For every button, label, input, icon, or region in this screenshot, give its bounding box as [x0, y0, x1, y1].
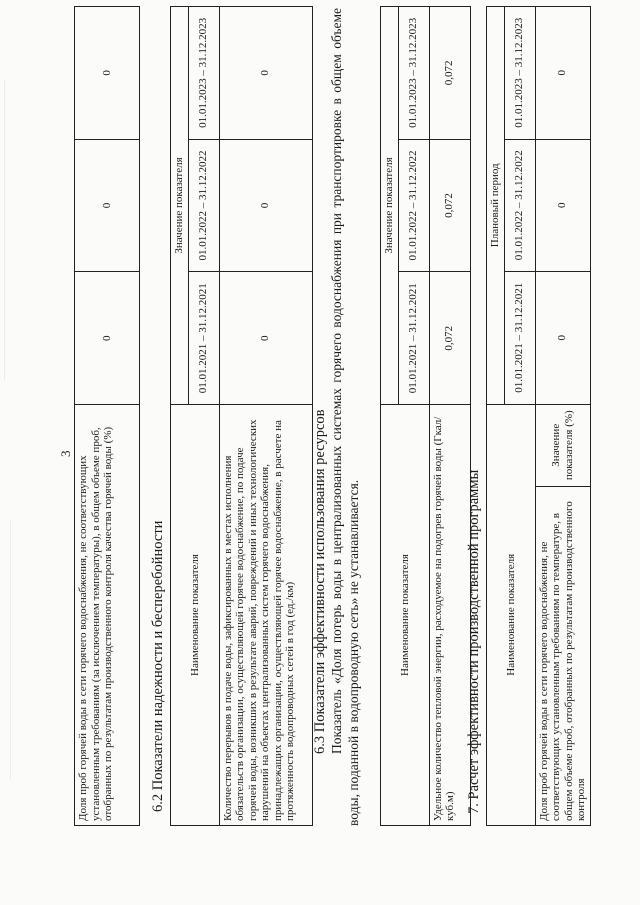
table-top-value-2022: 0 — [75, 139, 140, 272]
program-value-2021: 0 — [535, 272, 590, 405]
table-row — [535, 7, 590, 826]
table-top-continuation — [74, 6, 140, 826]
table-header-row — [487, 7, 505, 826]
header-period-2021: 01.01.2021 – 31.12.2021 — [504, 272, 535, 405]
program-row-label: Доля проб горячей воды в сети горячего водоснабжения, не соответствующих установленным требованиям по температуре, в общем объеме проб, отобранных по результатам производственного контроля — [535, 486, 590, 825]
header-indicator-name: Наименование показателя — [171, 405, 220, 826]
resource-value-2021: 0,072 — [429, 272, 470, 405]
program-efficiency-table — [486, 6, 591, 826]
resource-value-2023: 0,072 — [429, 7, 470, 140]
reliability-row-label: Количество перерывов в подаче воды, зафиксированных в местах исполнения обязательств организации, осуществляющей горячее водоснабжение, по подаче горячей воды, возникших в результате аварий, повреждений и иных технологических нарушений на объектах централизованных систем горячего водоснабжения, принадлежащих организации, осуществляющей горячее водоснабжение, в расчете на протяженность водопроводных сетей в год (ед./км) — [219, 405, 312, 826]
table-row — [219, 7, 312, 826]
scan-artifact — [4, 80, 5, 380]
header-indicator-name: Наименование показателя — [487, 404, 536, 825]
header-indicator-name: Наименование показателя — [381, 405, 430, 826]
page-number: 3 — [58, 450, 73, 457]
table-top-value-2023: 0 — [75, 7, 140, 140]
reliability-value-2023: 0 — [219, 7, 312, 140]
reliability-value-2021: 0 — [219, 272, 312, 405]
header-period-2021: 01.01.2021 – 31.12.2021 — [188, 272, 219, 405]
resource-row-label: Удельное количество тепловой энергии, расходуемое на подогрев горячей воды (Гкал/куб.м) — [429, 405, 470, 826]
table-header-row — [381, 7, 399, 826]
resource-value-2022: 0,072 — [429, 139, 470, 272]
table-row — [429, 7, 470, 826]
program-row-value-label: Значение показателя (%) — [535, 404, 590, 486]
header-period-2023: 01.01.2023 – 31.12.2023 — [188, 7, 219, 140]
program-value-2023: 0 — [535, 7, 590, 140]
reliability-value-2022: 0 — [219, 139, 312, 272]
section-6-2-heading: 6.2 Показатели надежности и бесперебойности — [150, 520, 166, 812]
header-period-2022: 01.01.2022 – 31.12.2022 — [188, 139, 219, 272]
scan-artifact — [10, 520, 11, 780]
header-period-2021: 01.01.2021 – 31.12.2021 — [398, 272, 429, 405]
section-6-3-heading: 6.3 Показатели эффективности использования ресурсов — [312, 409, 328, 754]
section-6-3-paragraph: Показатель «Доля потерь воды в централизованных системах горячего водоснабжения при транспортировке в общем объеме воды, поданной в водопроводную сеть» не устанавливается. — [329, 8, 361, 826]
header-period-2023: 01.01.2023 – 31.12.2023 — [504, 7, 535, 140]
table-header-row — [171, 7, 189, 826]
reliability-table — [170, 6, 313, 826]
header-period-2022: 01.01.2022 – 31.12.2022 — [504, 139, 535, 272]
header-planned-period: Плановый период — [487, 7, 505, 405]
program-value-2022: 0 — [535, 139, 590, 272]
header-indicator-value: Значение показателя — [381, 7, 399, 405]
table-top-value-2021: 0 — [75, 272, 140, 405]
section-7-heading: 7. Расчет эффективности производственной программы — [466, 469, 482, 814]
header-period-2022: 01.01.2022 – 31.12.2022 — [398, 139, 429, 272]
header-indicator-value: Значение показателя — [171, 7, 189, 405]
header-period-2023: 01.01.2023 – 31.12.2023 — [398, 7, 429, 140]
table-row — [75, 7, 140, 826]
table-top-row-label: Доля проб горячей воды в сети горячего водоснабжения, не соответствующих установленным требованиям (за исключением температуры), в общем объеме проб, отобранных по результатам производственного контроля качества горячей воды (%) — [75, 405, 140, 826]
resource-efficiency-table — [380, 6, 471, 826]
